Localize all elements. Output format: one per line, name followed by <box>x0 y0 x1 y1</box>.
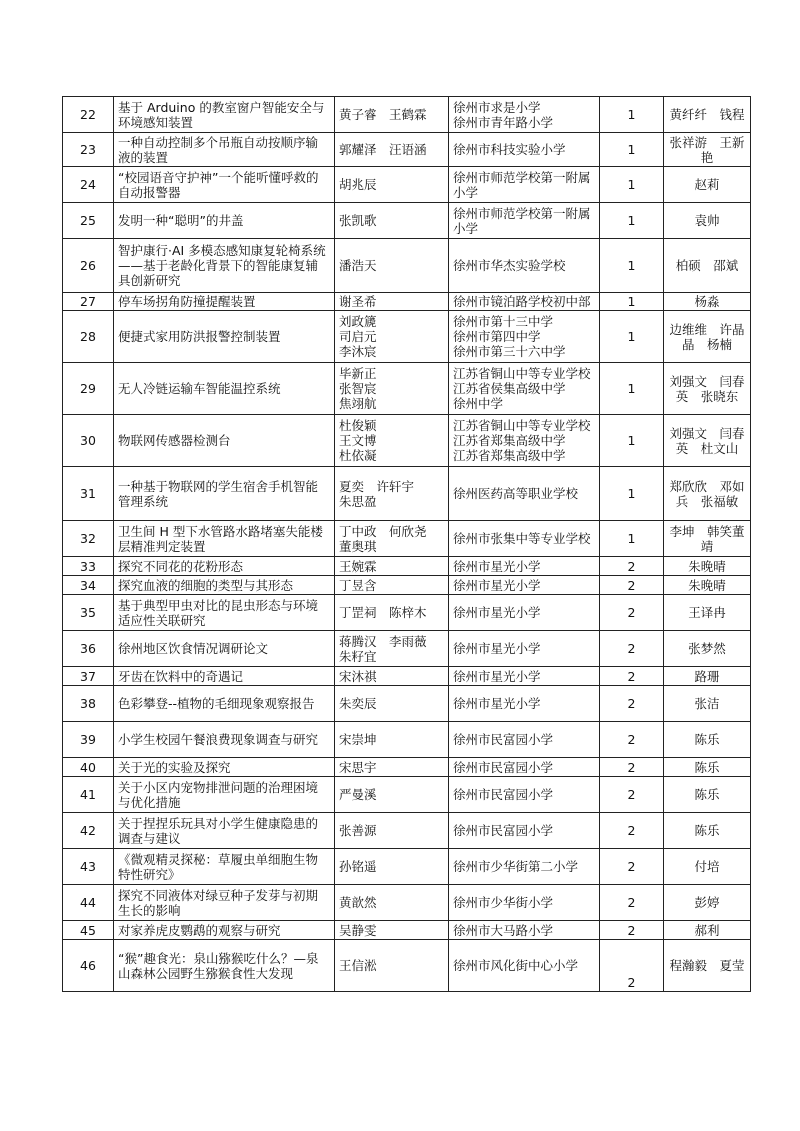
student-names: 胡兆辰 <box>335 167 449 203</box>
row-number: 24 <box>63 167 114 203</box>
row-number: 29 <box>63 363 114 415</box>
project-title: 小学生校园午餐浪费现象调查与研究 <box>114 722 335 758</box>
school-name: 徐州市师范学校第一附属小学 <box>449 167 600 203</box>
project-title: 徐州地区饮食情况调研论文 <box>114 631 335 667</box>
tutor-names: 郝利 <box>664 921 751 940</box>
project-title: 探究不同花的花粉形态 <box>114 557 335 576</box>
project-title: 智护康行·AI 多模态感知康复轮椅系统——基于老龄化背景下的智能康复辅具创新研究 <box>114 239 335 293</box>
row-number: 28 <box>63 311 114 363</box>
row-number: 46 <box>63 940 114 992</box>
school-name: 徐州市星光小学 <box>449 576 600 595</box>
tutor-names: 朱晚晴 <box>664 557 751 576</box>
student-names: 张善源 <box>335 813 449 849</box>
student-names: 丁昱含 <box>335 576 449 595</box>
award-grade: 2 <box>600 557 664 576</box>
school-name: 徐州市民富园小学 <box>449 722 600 758</box>
table-row <box>63 940 751 992</box>
school-name: 江苏省铜山中等专业学校 江苏省郑集高级中学 江苏省郑集高级中学 <box>449 415 600 467</box>
award-grade: 2 <box>600 849 664 885</box>
row-number: 37 <box>63 667 114 686</box>
award-grade: 2 <box>600 722 664 758</box>
tutor-names: 边维维 许晶晶 杨楠 <box>664 311 751 363</box>
tutor-names: 陈乐 <box>664 813 751 849</box>
tutor-names: 路珊 <box>664 667 751 686</box>
school-name: 徐州市镜泊路学校初中部 <box>449 293 600 311</box>
student-names: 吴静雯 <box>335 921 449 940</box>
table-row <box>63 311 751 363</box>
row-number: 23 <box>63 133 114 167</box>
school-name: 徐州市华杰实验学校 <box>449 239 600 293</box>
row-number: 45 <box>63 921 114 940</box>
award-list-page <box>62 96 750 992</box>
project-title: 无人冷链运输车智能温控系统 <box>114 363 335 415</box>
project-title: 基于典型甲虫对比的昆虫形态与环境适应性关联研究 <box>114 595 335 631</box>
table-row <box>63 722 751 758</box>
project-title: 一种自动控制多个吊瓶自动按顺序输液的装置 <box>114 133 335 167</box>
tutor-names: 黄纤纤 钱程 <box>664 97 751 133</box>
project-title: 对家养虎皮鹦鹉的观察与研究 <box>114 921 335 940</box>
table-row <box>63 595 751 631</box>
school-name: 徐州市第十三中学 徐州市第四中学 徐州市第三十六中学 <box>449 311 600 363</box>
table-row <box>63 686 751 722</box>
award-grade: 1 <box>600 239 664 293</box>
award-table <box>62 96 751 992</box>
award-grade: 2 <box>600 595 664 631</box>
tutor-names: 柏硕 邵斌 <box>664 239 751 293</box>
award-grade: 1 <box>600 521 664 557</box>
table-row <box>63 813 751 849</box>
tutor-names: 彭婷 <box>664 885 751 921</box>
student-names: 杜俊颖 王文博 杜依凝 <box>335 415 449 467</box>
table-row <box>63 576 751 595</box>
row-number: 25 <box>63 203 114 239</box>
school-name: 徐州市星光小学 <box>449 557 600 576</box>
row-number: 34 <box>63 576 114 595</box>
student-names: 严曼溪 <box>335 777 449 813</box>
student-names: 丁中政 何欣尧 董奥琪 <box>335 521 449 557</box>
tutor-names: 张洁 <box>664 686 751 722</box>
award-table-body <box>63 97 751 992</box>
row-number: 22 <box>63 97 114 133</box>
student-names: 宋沐祺 <box>335 667 449 686</box>
student-names: 宋崇坤 <box>335 722 449 758</box>
student-names: 丁罡祠 陈梓木 <box>335 595 449 631</box>
award-grade: 2 <box>600 686 664 722</box>
project-title: 牙齿在饮料中的奇遇记 <box>114 667 335 686</box>
project-title: 一种基于物联网的学生宿舍手机智能管理系统 <box>114 467 335 521</box>
school-name: 徐州市星光小学 <box>449 667 600 686</box>
student-names: 张凯歌 <box>335 203 449 239</box>
student-names: 孙铭遥 <box>335 849 449 885</box>
award-grade: 1 <box>600 97 664 133</box>
student-names: 王婉霖 <box>335 557 449 576</box>
row-number: 33 <box>63 557 114 576</box>
student-names: 宋思宇 <box>335 758 449 777</box>
award-grade: 1 <box>600 415 664 467</box>
tutor-names: 陈乐 <box>664 722 751 758</box>
school-name: 徐州市张集中等专业学校 <box>449 521 600 557</box>
project-title: 物联网传感器检测台 <box>114 415 335 467</box>
table-row <box>63 631 751 667</box>
award-grade: 1 <box>600 133 664 167</box>
project-title: 停车场拐角防撞提醒装置 <box>114 293 335 311</box>
table-row <box>63 758 751 777</box>
student-names: 黄子睿 王鹤霖 <box>335 97 449 133</box>
tutor-names: 刘强文 闫春英 张晓东 <box>664 363 751 415</box>
project-title: 发明一种“聪明”的井盖 <box>114 203 335 239</box>
table-row <box>63 415 751 467</box>
project-title: 探究血液的细胞的类型与其形态 <box>114 576 335 595</box>
tutor-names: 程瀚毅 夏莹 <box>664 940 751 992</box>
project-title: 卫生间 H 型下水管路水路堵塞失能楼层精准判定装置 <box>114 521 335 557</box>
award-grade: 2 <box>600 777 664 813</box>
tutor-names: 张祥游 王新艳 <box>664 133 751 167</box>
tutor-names: 杨淼 <box>664 293 751 311</box>
project-title: “猴”趣食光：泉山猕猴吃什么？—泉山森林公园野生猕猴食性大发现 <box>114 940 335 992</box>
row-number: 35 <box>63 595 114 631</box>
project-title: 便捷式家用防洪报警控制装置 <box>114 311 335 363</box>
award-grade: 2 <box>600 885 664 921</box>
school-name: 徐州医药高等职业学校 <box>449 467 600 521</box>
award-grade: 1 <box>600 311 664 363</box>
student-names: 潘浩天 <box>335 239 449 293</box>
student-names: 毕新正 张智宸 焦翊航 <box>335 363 449 415</box>
project-title: “校园语音守护神”一个能听懂呼救的自动报警器 <box>114 167 335 203</box>
award-grade: 2 <box>600 940 664 992</box>
row-number: 27 <box>63 293 114 311</box>
table-row <box>63 133 751 167</box>
project-title: 基于 Arduino 的教室窗户智能安全与环境感知装置 <box>114 97 335 133</box>
school-name: 徐州市大马路小学 <box>449 921 600 940</box>
school-name: 徐州市星光小学 <box>449 631 600 667</box>
table-row <box>63 921 751 940</box>
table-row <box>63 849 751 885</box>
student-names: 夏奕 许轩宇 朱思盈 <box>335 467 449 521</box>
row-number: 43 <box>63 849 114 885</box>
school-name: 徐州市风化街中心小学 <box>449 940 600 992</box>
award-grade: 2 <box>600 631 664 667</box>
student-names: 刘政篪 司启元 李沐宸 <box>335 311 449 363</box>
student-names: 朱奕辰 <box>335 686 449 722</box>
project-title: 关于捏捏乐玩具对小学生健康隐患的调查与建议 <box>114 813 335 849</box>
award-grade: 2 <box>600 921 664 940</box>
table-row <box>63 203 751 239</box>
table-row <box>63 97 751 133</box>
project-title: 色彩攀登--植物的毛细现象观察报告 <box>114 686 335 722</box>
school-name: 徐州市星光小学 <box>449 686 600 722</box>
row-number: 39 <box>63 722 114 758</box>
tutor-names: 王译冉 <box>664 595 751 631</box>
tutor-names: 陈乐 <box>664 758 751 777</box>
project-title: 关于小区内宠物排泄问题的治理困境与优化措施 <box>114 777 335 813</box>
row-number: 31 <box>63 467 114 521</box>
table-row <box>63 667 751 686</box>
row-number: 36 <box>63 631 114 667</box>
table-row <box>63 777 751 813</box>
award-grade: 1 <box>600 363 664 415</box>
tutor-names: 赵莉 <box>664 167 751 203</box>
award-grade: 2 <box>600 813 664 849</box>
school-name: 徐州市少华街第二小学 <box>449 849 600 885</box>
student-names: 黄歆然 <box>335 885 449 921</box>
school-name: 徐州市民富园小学 <box>449 813 600 849</box>
school-name: 江苏省铜山中等专业学校 江苏省侯集高级中学 徐州中学 <box>449 363 600 415</box>
project-title: 探究不同液体对绿豆种子发芽与初期生长的影响 <box>114 885 335 921</box>
row-number: 26 <box>63 239 114 293</box>
student-names: 谢圣希 <box>335 293 449 311</box>
table-row <box>63 521 751 557</box>
student-names: 蒋腾汉 李雨薇 朱籽宜 <box>335 631 449 667</box>
project-title: 《微观精灵探秘：草履虫单细胞生物特性研究》 <box>114 849 335 885</box>
row-number: 40 <box>63 758 114 777</box>
row-number: 42 <box>63 813 114 849</box>
student-names: 郭耀泽 汪语涵 <box>335 133 449 167</box>
school-name: 徐州市星光小学 <box>449 595 600 631</box>
table-row <box>63 885 751 921</box>
student-names: 王信淞 <box>335 940 449 992</box>
award-grade: 2 <box>600 758 664 777</box>
project-title: 关于光的实验及探究 <box>114 758 335 777</box>
table-row <box>63 467 751 521</box>
award-grade: 1 <box>600 293 664 311</box>
tutor-names: 刘强文 闫春英 杜文山 <box>664 415 751 467</box>
table-row <box>63 293 751 311</box>
tutor-names: 付培 <box>664 849 751 885</box>
row-number: 32 <box>63 521 114 557</box>
tutor-names: 李坤 韩笑董靖 <box>664 521 751 557</box>
school-name: 徐州市科技实验小学 <box>449 133 600 167</box>
school-name: 徐州市民富园小学 <box>449 758 600 777</box>
school-name: 徐州市求是小学 徐州市青年路小学 <box>449 97 600 133</box>
school-name: 徐州市少华街小学 <box>449 885 600 921</box>
row-number: 30 <box>63 415 114 467</box>
row-number: 41 <box>63 777 114 813</box>
school-name: 徐州市民富园小学 <box>449 777 600 813</box>
award-grade: 1 <box>600 203 664 239</box>
award-grade: 2 <box>600 576 664 595</box>
school-name: 徐州市师范学校第一附属小学 <box>449 203 600 239</box>
award-grade: 1 <box>600 467 664 521</box>
award-grade: 1 <box>600 167 664 203</box>
award-grade: 2 <box>600 667 664 686</box>
tutor-names: 袁帅 <box>664 203 751 239</box>
table-row <box>63 557 751 576</box>
tutor-names: 朱晚晴 <box>664 576 751 595</box>
row-number: 44 <box>63 885 114 921</box>
table-row <box>63 363 751 415</box>
tutor-names: 郑欣欣 邓如兵 张福敏 <box>664 467 751 521</box>
table-row <box>63 239 751 293</box>
tutor-names: 张梦然 <box>664 631 751 667</box>
row-number: 38 <box>63 686 114 722</box>
tutor-names: 陈乐 <box>664 777 751 813</box>
table-row <box>63 167 751 203</box>
